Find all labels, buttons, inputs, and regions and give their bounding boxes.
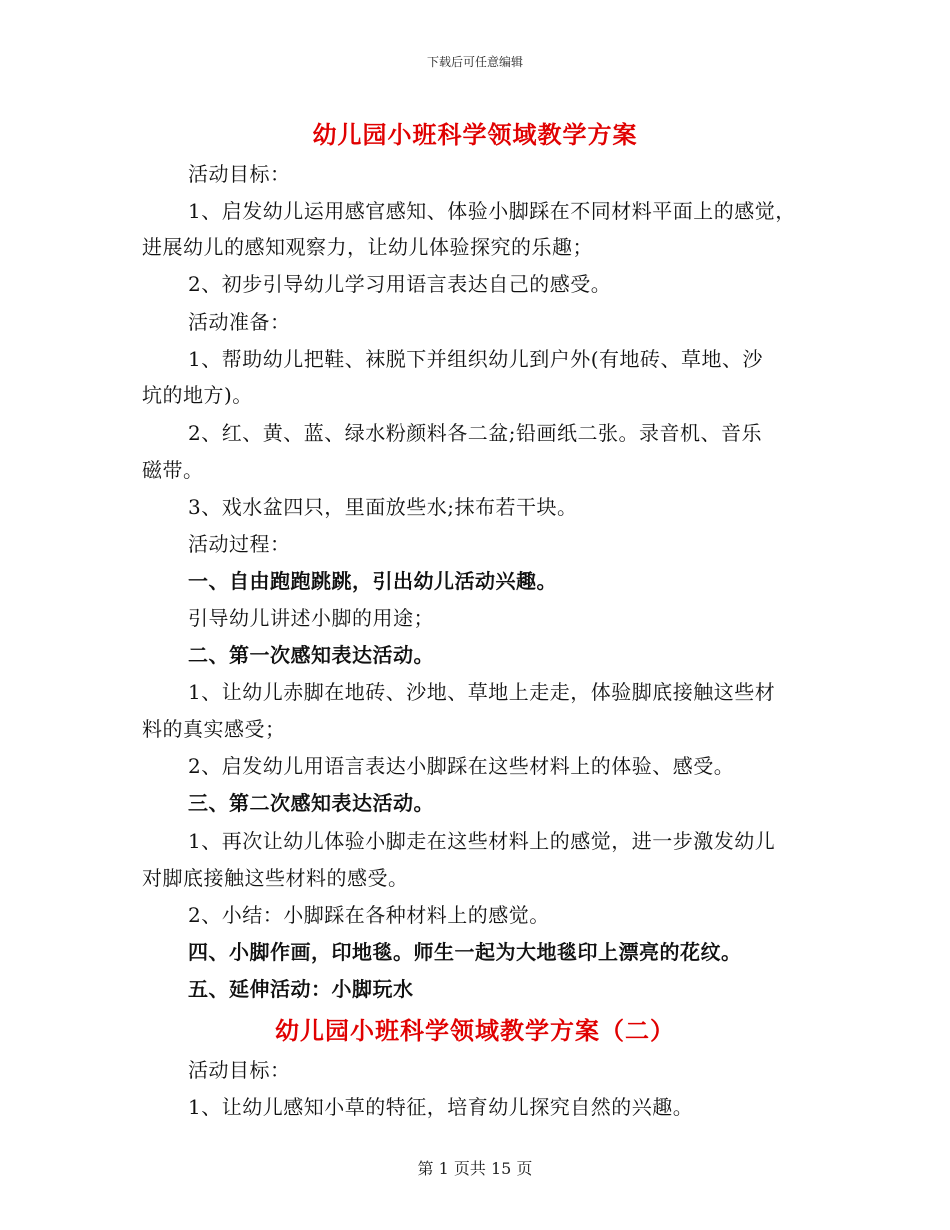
paragraph-line: 1、再次让幼儿体验小脚走在这些材料上的感觉，进一步激发幼儿 xyxy=(188,829,776,853)
page-footer: 第 1 页共 15 页 xyxy=(417,1159,533,1178)
paragraph-line: 1、启发幼儿运用感官感知、体验小脚踩在不同材料平面上的感觉， xyxy=(188,199,796,223)
paragraph-line: 1、帮助幼儿把鞋、袜脱下并组织幼儿到户外(有地砖、草地、沙 xyxy=(188,347,764,371)
paragraph-line: 进展幼儿的感知观察力，让幼儿体验探究的乐趣； xyxy=(142,235,593,259)
step-heading: 四、小脚作画，印地毯。师生一起为大地毯印上漂亮的花纹。 xyxy=(188,940,742,964)
paragraph-line: 2、初步引导幼儿学习用语言表达自己的感受。 xyxy=(188,272,612,296)
paragraph-line: 1、让幼儿赤脚在地砖、沙地、草地上走走，体验脚底接触这些材 xyxy=(188,680,776,704)
step-heading: 一、自由跑跑跳跳，引出幼儿活动兴趣。 xyxy=(188,569,557,593)
paragraph-line: 对脚底接触这些材料的感受。 xyxy=(142,866,409,890)
section-heading: 活动过程： xyxy=(188,532,291,556)
step-heading: 三、第二次感知表达活动。 xyxy=(188,791,434,815)
paragraph-line: 3、戏水盆四只，里面放些水;抹布若干块。 xyxy=(188,495,578,519)
paragraph-line: 料的真实感受； xyxy=(142,717,286,741)
paragraph-line: 2、红、黄、蓝、绿水粉颜料各二盆;铅画纸二张。录音机、音乐 xyxy=(188,421,762,445)
document-title-2: 幼儿园小班科学领域教学方案（二） xyxy=(275,1016,675,1045)
page-header: 下载后可任意编辑 xyxy=(426,55,523,69)
paragraph-line: 2、小结：小脚踩在各种材料上的感觉。 xyxy=(188,903,550,927)
section-heading: 活动目标： xyxy=(188,162,291,186)
step-heading: 五、延伸活动：小脚玩水 xyxy=(188,977,414,1001)
paragraph-line: 磁带。 xyxy=(142,458,204,482)
step-heading: 二、第一次感知表达活动。 xyxy=(188,643,434,667)
document-title: 幼儿园小班科学领域教学方案 xyxy=(312,120,638,149)
paragraph-line: 坑的地方)。 xyxy=(142,383,253,407)
section-heading: 活动目标： xyxy=(188,1058,291,1082)
paragraph-line: 2、启发幼儿用语言表达小脚踩在这些材料上的体验、感受。 xyxy=(188,754,735,778)
paragraph-line: 1、让幼儿感知小草的特征，培育幼儿探究自然的兴趣。 xyxy=(188,1095,694,1119)
paragraph-line: 引导幼儿讲述小脚的用途； xyxy=(188,606,434,630)
section-heading: 活动准备： xyxy=(188,310,291,334)
